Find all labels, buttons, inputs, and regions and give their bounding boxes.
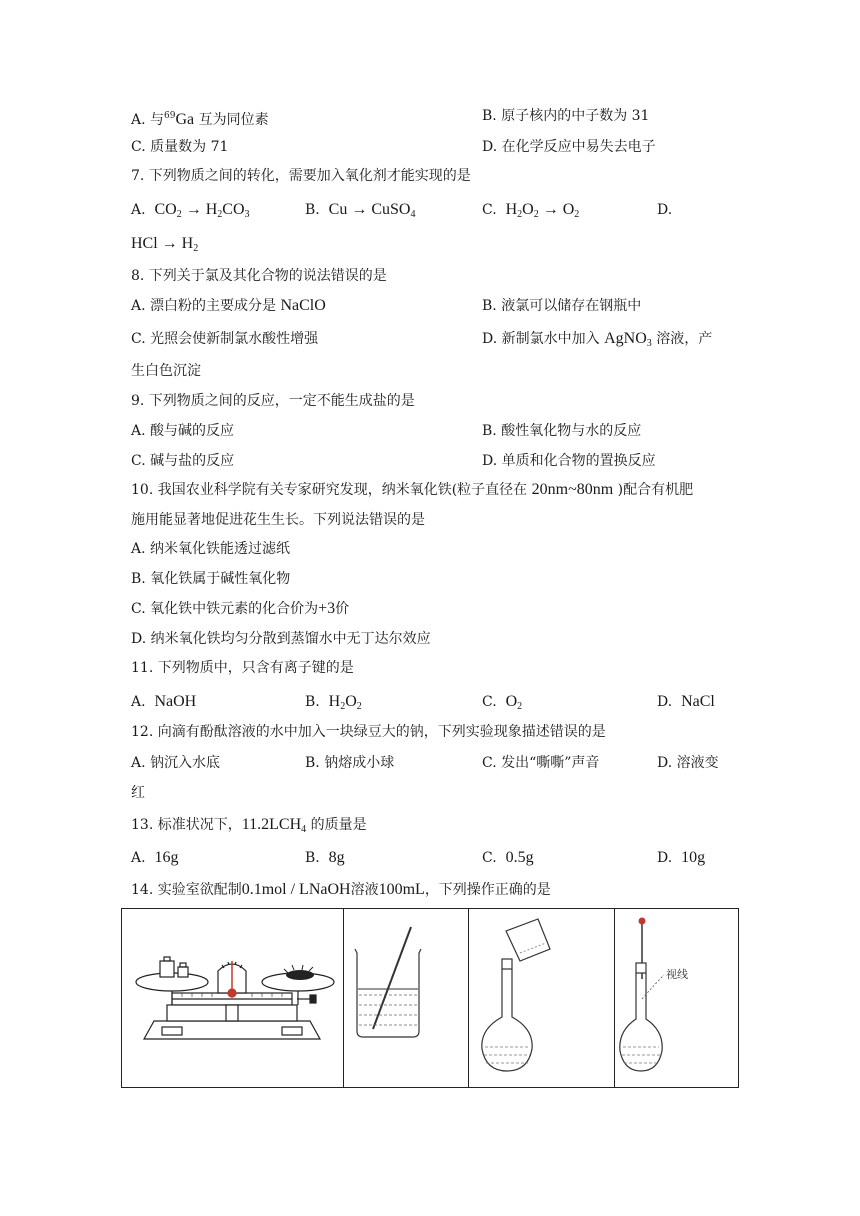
q10-option-d: D. 纳米氧化铁均匀分散到蒸馏水中无丁达尔效应: [131, 631, 431, 647]
q13-option-c: C. 0.5g: [482, 849, 534, 866]
q10-stem-line1: 10. 我国农业科学院有关专家研究发现，纳米氧化铁(粒子直径在 20nm~80nm )配合有机肥: [131, 481, 694, 498]
q12-option-c: C. 发出“嘶嘶”声音: [482, 755, 600, 771]
q7-option-c: C. $H_2O_2 \to O_2$: [482, 201, 580, 220]
q11-stem: 11. 下列物质中，只含有离子键的是: [131, 660, 354, 676]
q12-option-a: A. 钠沉入水底: [131, 755, 221, 771]
balance-illustration: [122, 909, 343, 1087]
q9-option-b: B. 酸性氧化物与水的反应: [482, 423, 642, 439]
q13-option-a: A. 16g: [131, 849, 179, 866]
q12-option-d-continued: 红: [131, 785, 145, 801]
q14-cell-pouring: [468, 909, 615, 1087]
q14-stem: 14. 实验室欲配制0.1mol / LNaOH溶液100mL，下列操作正确的是: [131, 881, 551, 898]
q6-option-c: C. 质量数为 71: [131, 139, 229, 155]
q12-stem: 12. 向滴有酚酞溶液的水中加入一块绿豆大的钠，下列实验现象描述错误的是: [131, 724, 606, 740]
beaker-illustration: [343, 909, 468, 1087]
pouring-flask-illustration: [468, 909, 614, 1087]
q6-option-a: A. 与$^{69}$Ga 互为同位素: [131, 111, 269, 128]
q14-cell-beaker: [343, 909, 469, 1087]
q10-option-a: A. 纳米氧化铁能透过滤纸: [131, 541, 291, 557]
q9-option-a: A. 酸与碱的反应: [131, 423, 235, 439]
q14-cell-balance: [122, 909, 344, 1087]
q11-option-a: A. NaOH: [131, 693, 197, 710]
q7-option-a: A. $CO_2 \to H_2CO_3$: [131, 201, 250, 220]
q11-option-b: B. $H_2O_2$: [305, 693, 362, 712]
q8-stem: 8. 下列关于氯及其化合物的说法错误的是: [131, 268, 387, 284]
q12-option-b: B. 钠熔成小球: [305, 755, 395, 771]
q6-option-d: D. 在化学反应中易失去电子: [482, 139, 656, 155]
q12-option-d: D. 溶液变: [657, 755, 719, 771]
q9-option-c: C. 碱与盐的反应: [131, 453, 235, 469]
q9-stem: 9. 下列物质之间的反应，一定不能生成盐的是: [131, 393, 415, 409]
q7-option-d: HCl → $H_2$: [131, 235, 199, 254]
q14-options-table: [121, 908, 739, 1088]
q11-option-d: D. NaCl: [657, 693, 715, 710]
q7-stem: 7. 下列物质之间的转化，需要加入氧化剂才能实现的是: [131, 168, 471, 184]
q10-option-b: B. 氧化铁属于碱性氧化物: [131, 571, 291, 587]
q8-option-a: A. 漂白粉的主要成分是 NaClO: [131, 297, 326, 314]
q7-option-d-label: D.: [657, 202, 673, 218]
q10-option-c: C. 氧化铁中铁元素的化合价为+3价: [131, 600, 350, 617]
q8-option-c: C. 光照会使新制氯水酸性增强: [131, 331, 319, 347]
q10-stem-line2: 施用能显著地促进花生生长。下列说法错误的是: [131, 512, 425, 528]
q6-option-b: B. 原子核内的中子数为 31: [482, 108, 650, 124]
q14-cell-sight: [614, 909, 738, 1087]
q7-option-b: B. Cu → CuSO$_4$: [305, 201, 416, 220]
q11-option-c: C. $O_2$: [482, 693, 523, 712]
q13-option-d: D. 10g: [657, 849, 706, 866]
q9-option-d: D. 单质和化合物的置换反应: [482, 453, 656, 469]
q8-option-b: B. 液氯可以储存在钢瓶中: [482, 298, 642, 314]
q8-option-d-continued: 生白色沉淀: [131, 363, 201, 379]
flask-sight-illustration: [614, 909, 738, 1087]
q8-option-d: D. 新制氯水中加入 AgNO$_3$ 溶液，产: [482, 330, 713, 349]
dropper-bulb: [639, 918, 646, 925]
line-of-sight-label: 视线: [666, 968, 688, 981]
q13-option-b: B. 8g: [305, 849, 345, 866]
q13-stem: 13. 标准状况下，$11.2LCH_4$ 的质量是: [131, 816, 367, 835]
